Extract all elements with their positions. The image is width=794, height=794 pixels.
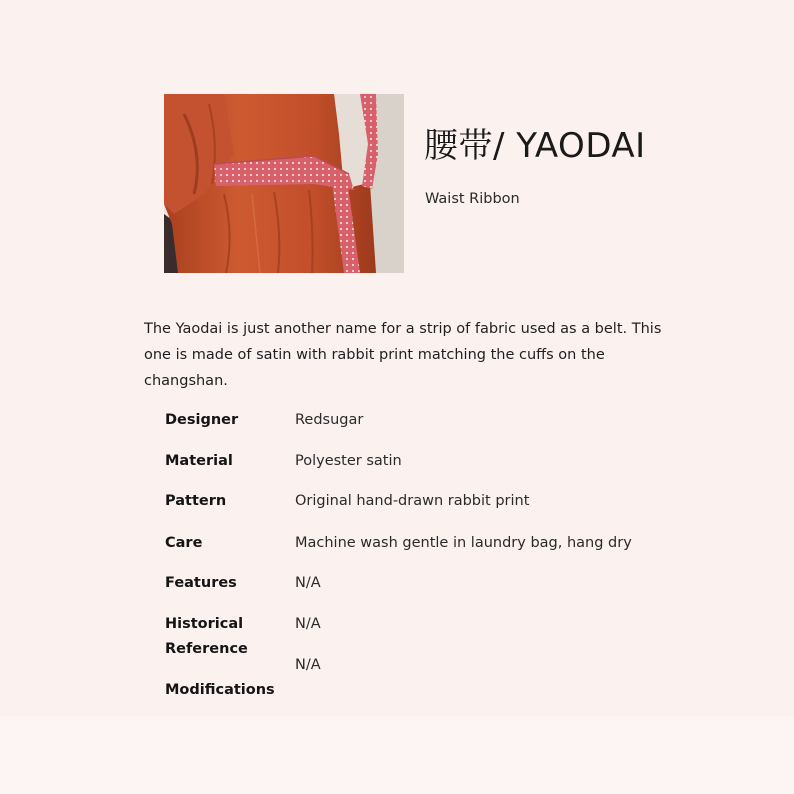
spec-value-material: Polyester satin — [295, 453, 402, 469]
product-title: 腰带/ YAODAI — [424, 126, 646, 166]
spec-label-pattern: Pattern — [165, 493, 227, 509]
product-photo — [164, 94, 404, 273]
product-description: The Yaodai is just another name for a strip of fabric used as a belt. This one is made of satin with rabbit print matching the cuffs on the changshan. — [144, 321, 662, 389]
spec-label-care: Care — [165, 535, 203, 551]
spec-label-historical-reference: Historical Reference — [165, 616, 248, 657]
spec-label-features: Features — [165, 575, 237, 591]
page-footer-band — [0, 716, 794, 794]
product-photo-illustration — [164, 94, 404, 273]
spec-value-pattern: Original hand-drawn rabbit print — [295, 493, 530, 509]
product-subtitle: Waist Ribbon — [425, 191, 520, 207]
spec-value-historical-reference: N/A — [295, 616, 321, 632]
spec-value-care: Machine wash gentle in laundry bag, hang dry — [295, 535, 632, 551]
spec-value-modifications: N/A — [295, 657, 321, 673]
spec-label-material: Material — [165, 453, 233, 469]
spec-label-modifications: Modifications — [165, 682, 275, 698]
spec-label-designer: Designer — [165, 412, 239, 428]
spec-value-designer: Redsugar — [295, 412, 364, 428]
spec-value-features: N/A — [295, 575, 321, 591]
